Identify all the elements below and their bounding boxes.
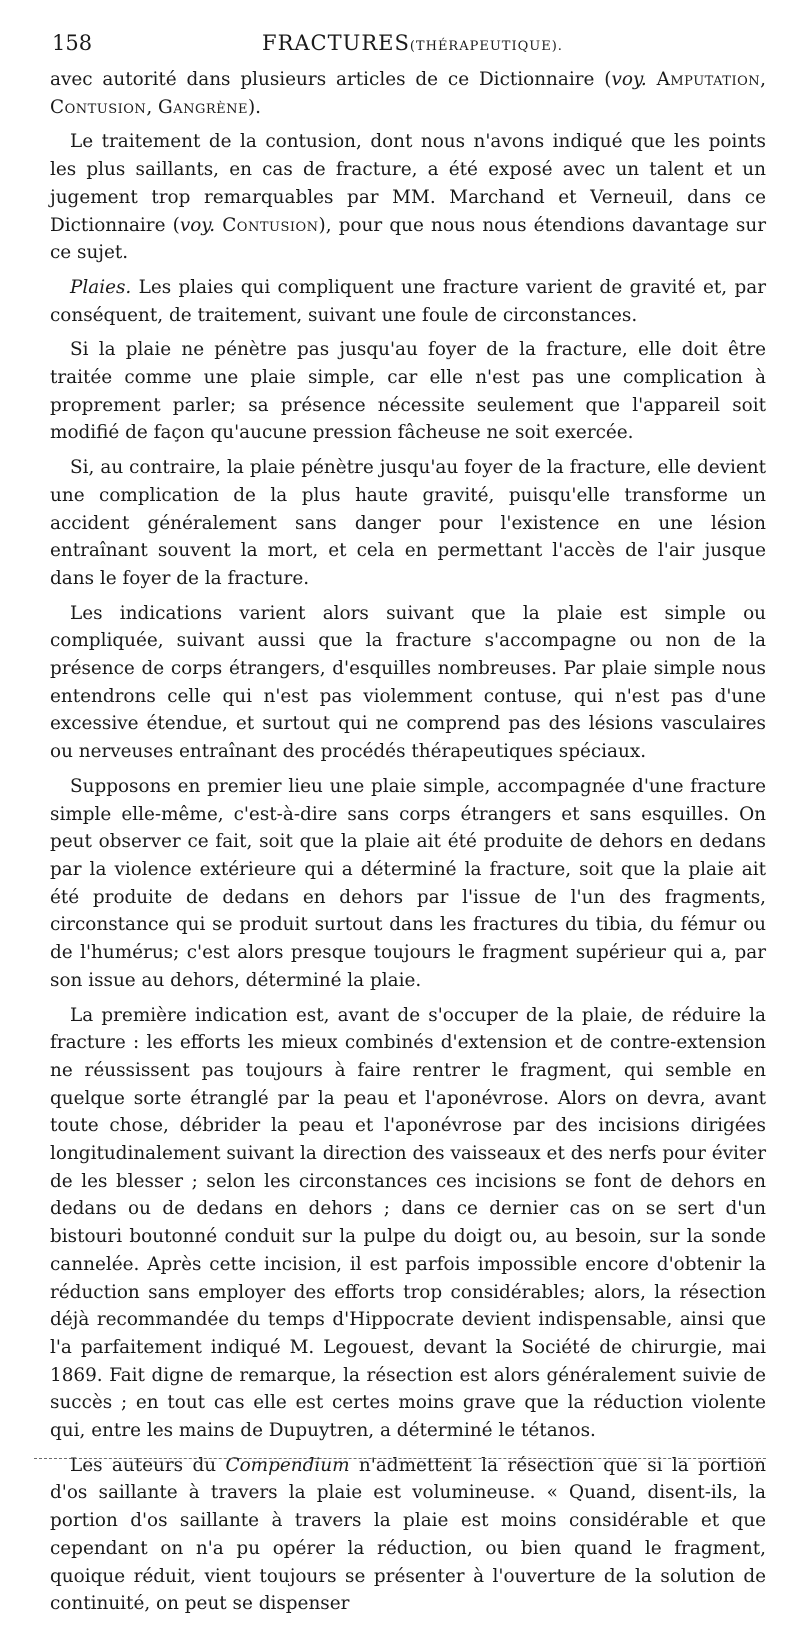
text-run: Contusion (222, 214, 319, 236)
text-run: Amputation (656, 69, 761, 90)
text-run (647, 69, 657, 90)
paragraph-first-indication (50, 1002, 766, 1445)
footer-rule (34, 1458, 766, 1459)
text-run: Gangrène (158, 96, 248, 118)
text-run: ). (248, 96, 262, 118)
paragraph-plaies (50, 274, 766, 329)
paragraph-indications (50, 600, 766, 766)
text-run: voy. (611, 69, 647, 90)
text-run: Contusion (50, 96, 147, 118)
paragraph-contusion-treatment (50, 128, 766, 267)
text-run: Compendium (225, 1454, 350, 1476)
text-run: avec autorité dans plusieurs articles de ce Dictionnaire ( (50, 69, 612, 90)
page-number: 158 (52, 31, 93, 55)
text-run: Si, au contraire, la plaie pénètre jusqu'au foyer de la fracture, elle devient une complication de la plus haute gravité, puisqu'elle transforme un accident généralement sans danger pour l'existence en une lésion entraînant souvent la mort, et cela en permettant l'accès de l'air jusque dans le foyer de la fracture. (50, 457, 766, 589)
running-title-sub: (THÉRAPEUTIQUE). (409, 39, 563, 54)
text-run: Si la plaie ne pénètre pas jusqu'au foyer de la fracture, elle doit être traitée comme une plaie simple, car elle n'est pas une complication à proprement parler; sa présence nécessite seulement que l'appareil soit modifié de façon qu'aucune pression fâcheuse ne soit exercée. (50, 339, 766, 444)
paragraph-simple-wound (50, 773, 766, 995)
paragraph-penetrating-wound (50, 454, 766, 593)
text-run: Plaies. (70, 276, 132, 298)
text-run: Supposons en premier lieu une plaie simple, accompagnée d'une fracture simple elle-même, c'est-à-dire sans corps étrangers et sans esquilles. On peut observer ce fait, soit que la plaie ait été produite de dehors en dedans par la violence extérieure qui a déterminé la fracture, soit que la plaie ait été produite de dedans en dehors par l'issue de l'un des fragments, circonstance qui se produit surtout dans les fractures du tibia, du fémur ou de l'humérus; c'est alors presque toujours le fragment supérieur qui a, par son issue au dehors, déterminé la plaie. (50, 775, 766, 991)
paragraph-non-penetrating-wound (50, 336, 766, 447)
text-run: Les plaies qui compliquent une fracture varient de gravité et, par conséquent, de traitement, suivant une foule de circonstances. (50, 276, 766, 326)
text-run: Le traitement de la contusion, dont nous n'avons indiqué que les points les plus saillants, en cas de fracture, a été exposé avec un talent et un jugement trop remarquables par MM. Marchand et Verneuil, dans ce Dictionnaire ( (50, 131, 766, 236)
text-run: n'admettent la résection que si la portion d'os saillante à travers la plaie est volumineuse. « Quand, disent-ils, la portion d'os saillante à travers la plaie est moins considérable et que cependant on n'a pu opérer la réduction, ou bien quand le fragment, quoique réduit, vient toujours se présenter à l'ouverture de la solution de continuité, on peut se dispenser (50, 1454, 766, 1615)
paragraph-continuation (50, 66, 766, 121)
text-run: , (760, 69, 766, 90)
body-text (50, 66, 766, 1625)
paragraph-compendium (50, 1452, 766, 1618)
text-run: Les indications varient alors suivant que la plaie est simple ou compliquée, suivant aussi que la fracture s'accompagne ou non de la présence de corps étrangers, d'esquilles nombreuses. Par plaie simple nous entendrons celle qui n'est pas violemment contuse, qui n'est pas d'une excessive étendue, et surtout qui ne comprend pas des lésions vasculaires ou nerveuses entraînant des procédés thérapeutiques spéciaux. (50, 602, 766, 763)
text-run: ), pour que nous nous étendions davantage sur ce sujet. (50, 214, 766, 264)
text-run: Les auteurs du (70, 1454, 226, 1476)
text-run: , (146, 96, 159, 118)
text-run: voy. (179, 214, 216, 236)
text-run: La première indication est, avant de s'occuper de la plaie, de réduire la fracture : les efforts les mieux combinés d'extension et de contre-extension ne réussissent pas toujours à faire rentrer le fragment, qui semble en quelque sorte étranglé par la peau et l'aponévrose. Alors on devra, avant toute chose, débrider la peau et l'aponévrose par des incisions dirigées longitudinalement suivant la direction des vaisseaux et des nerfs pour éviter de les blesser ; selon les circonstances ces incisions se font de dehors en dedans ou de dedans en dehors ; dans ce dernier cas on se sert d'un bistouri boutonné conduit sur la pulpe du doigt ou, au besoin, sur la sonde cannelée. Après cette incision, il est parfois impossible encore d'obtenir la réduction sans employer des efforts trop considérables; alors, la résection déjà recommandée du temps d'Hippocrate devient indispensable, ainsi que l'a parfaitement indiqué M. Legouest, devant la Société de chirurgie, mai 1869. Fait digne de remarque, la résection est alors généralement suivie de succès ; en tout cas elle est certes moins grave que la réduction violente qui, entre les mains de Dupuytren, a déterminé le tétanos. (50, 1004, 766, 1442)
running-title-main: FRACTURES (262, 31, 410, 55)
running-header (52, 28, 752, 62)
running-title (262, 28, 563, 62)
